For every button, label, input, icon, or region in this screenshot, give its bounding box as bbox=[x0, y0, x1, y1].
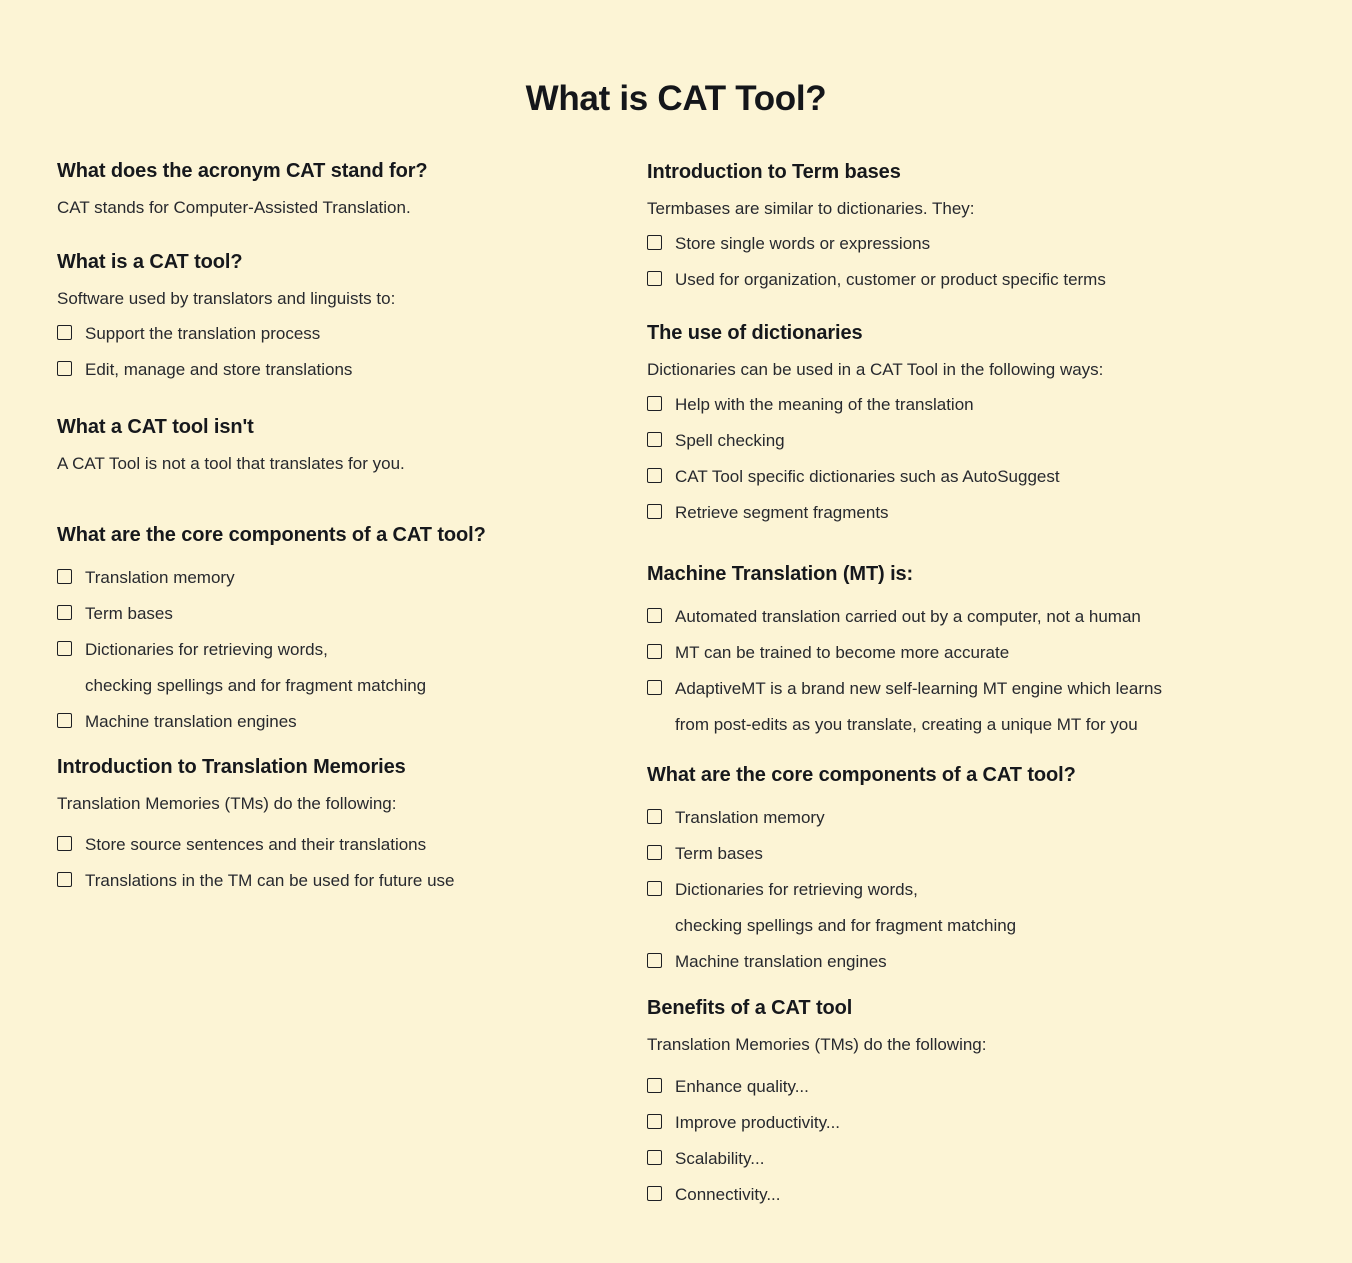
checklist-item bbox=[647, 1112, 1352, 1134]
checklist-item-label: Translations in the TM can be used for future use bbox=[85, 871, 455, 890]
checklist-item bbox=[647, 430, 1352, 452]
section-intro: Termbases are similar to dictionaries. They: bbox=[647, 199, 975, 218]
checklist-item-label: Machine translation engines bbox=[675, 952, 887, 971]
checklist-item-label: Spell checking bbox=[675, 431, 785, 450]
checkbox[interactable] bbox=[647, 809, 662, 824]
checklist-item-label: Edit, manage and store translations bbox=[85, 360, 353, 379]
checkbox[interactable] bbox=[57, 569, 72, 584]
checkbox[interactable] bbox=[647, 845, 662, 860]
checkbox[interactable] bbox=[647, 235, 662, 250]
checkbox[interactable] bbox=[647, 1114, 662, 1129]
checklist-item-label: Translation memory bbox=[675, 808, 825, 827]
checklist-item bbox=[57, 834, 642, 856]
section-intro: Translation Memories (TMs) do the following: bbox=[647, 1035, 987, 1054]
checkbox[interactable] bbox=[57, 325, 72, 340]
checklist-item-label: Store source sentences and their translations bbox=[85, 835, 427, 854]
checkbox[interactable] bbox=[647, 468, 662, 483]
checkbox[interactable] bbox=[57, 713, 72, 728]
section-heading: The use of dictionaries bbox=[647, 322, 863, 344]
checklist-item-label: Machine translation engines bbox=[85, 712, 297, 731]
section-intro: A CAT Tool is not a tool that translates for you. bbox=[57, 454, 405, 473]
section-intro: Software used by translators and linguists to: bbox=[57, 289, 396, 308]
checklist-item-continuation: checking spellings and for fragment matching bbox=[675, 916, 1017, 935]
checklist-item-label: Automated translation carried out by a computer, not a human bbox=[675, 607, 1141, 626]
section-heading: Machine Translation (MT) is: bbox=[647, 563, 914, 585]
checklist-item-label: Connectivity... bbox=[675, 1185, 781, 1204]
checkbox[interactable] bbox=[647, 680, 662, 695]
checklist-item-label: Term bases bbox=[85, 604, 173, 623]
checklist-item bbox=[647, 394, 1352, 416]
checklist-item bbox=[647, 269, 1352, 291]
section-core-components-right bbox=[647, 764, 1352, 987]
section-heading: What is a CAT tool? bbox=[57, 251, 243, 273]
section-heading: What are the core components of a CAT tool? bbox=[57, 524, 486, 546]
checklist-item bbox=[647, 678, 1352, 736]
checklist-item bbox=[57, 323, 642, 345]
checklist-item-label: Support the translation process bbox=[85, 324, 321, 343]
checklist-item bbox=[57, 870, 642, 892]
checklist-item bbox=[647, 466, 1352, 488]
checklist-item bbox=[57, 567, 642, 589]
checkbox[interactable] bbox=[647, 881, 662, 896]
checklist-item bbox=[647, 807, 1352, 829]
section-acronym bbox=[57, 160, 642, 232]
checkbox[interactable] bbox=[57, 641, 72, 656]
checklist-item-label: Dictionaries for retrieving words, bbox=[675, 880, 918, 899]
checkbox[interactable] bbox=[647, 432, 662, 447]
checklist-item-continuation: from post-edits as you translate, creating a unique MT for you bbox=[675, 715, 1138, 734]
checklist-item-label: Retrieve segment fragments bbox=[675, 503, 889, 522]
checkbox[interactable] bbox=[647, 1150, 662, 1165]
section-benefits bbox=[647, 997, 1352, 1220]
section-intro-term-bases bbox=[647, 161, 1352, 305]
checklist-item-label: Help with the meaning of the translation bbox=[675, 395, 974, 414]
checklist-item bbox=[647, 843, 1352, 865]
checkbox[interactable] bbox=[57, 872, 72, 887]
checklist-item bbox=[647, 233, 1352, 255]
checklist-item-label: MT can be trained to become more accurate bbox=[675, 643, 1010, 662]
checkbox[interactable] bbox=[647, 644, 662, 659]
checklist-item bbox=[57, 603, 642, 625]
checklist-item bbox=[647, 1076, 1352, 1098]
checklist-item-label: Improve productivity... bbox=[675, 1113, 841, 1132]
checklist-item bbox=[647, 879, 1352, 937]
checklist-item bbox=[57, 639, 642, 697]
checklist-item-label: Store single words or expressions bbox=[675, 234, 931, 253]
checkbox[interactable] bbox=[57, 836, 72, 851]
checklist-item bbox=[647, 951, 1352, 973]
checklist-item-label: Translation memory bbox=[85, 568, 235, 587]
section-intro-translation-memories bbox=[57, 756, 642, 906]
checklist-item-continuation: checking spellings and for fragment matching bbox=[85, 676, 427, 695]
section-machine-translation bbox=[647, 563, 1352, 750]
checklist-item bbox=[647, 1148, 1352, 1170]
section-heading: What a CAT tool isn't bbox=[57, 416, 254, 438]
checklist-item bbox=[647, 502, 1352, 524]
checklist-item-label: Term bases bbox=[675, 844, 763, 863]
section-use-of-dictionaries bbox=[647, 322, 1352, 538]
checklist-item bbox=[57, 711, 642, 733]
checkbox[interactable] bbox=[57, 605, 72, 620]
checklist-item bbox=[647, 1184, 1352, 1206]
section-heading: Benefits of a CAT tool bbox=[647, 997, 853, 1019]
checklist-item-label: CAT Tool specific dictionaries such as AutoSuggest bbox=[675, 467, 1060, 486]
checklist-item bbox=[647, 642, 1352, 664]
section-intro: Translation Memories (TMs) do the following: bbox=[57, 794, 397, 813]
checkbox[interactable] bbox=[647, 608, 662, 623]
section-heading: What are the core components of a CAT tool? bbox=[647, 764, 1076, 786]
section-core-components-left bbox=[57, 524, 642, 747]
checkbox[interactable] bbox=[647, 1186, 662, 1201]
checklist-item-label: Used for organization, customer or product specific terms bbox=[675, 270, 1106, 289]
checklist-item bbox=[647, 606, 1352, 628]
checklist-item-label: Enhance quality... bbox=[675, 1077, 809, 1096]
checklist-item-label: Dictionaries for retrieving words, bbox=[85, 640, 328, 659]
section-heading: What does the acronym CAT stand for? bbox=[57, 160, 428, 182]
section-heading: Introduction to Term bases bbox=[647, 161, 901, 183]
section-intro: Dictionaries can be used in a CAT Tool in the following ways: bbox=[647, 360, 1104, 379]
checklist-item bbox=[57, 359, 642, 381]
checkbox[interactable] bbox=[57, 361, 72, 376]
section-heading: Introduction to Translation Memories bbox=[57, 756, 406, 778]
page-title: What is CAT Tool? bbox=[525, 79, 827, 119]
checkbox[interactable] bbox=[647, 953, 662, 968]
checkbox[interactable] bbox=[647, 504, 662, 519]
checklist-item-label: Scalability... bbox=[675, 1149, 765, 1168]
section-intro: CAT stands for Computer-Assisted Translation. bbox=[57, 198, 411, 217]
checkbox[interactable] bbox=[647, 1078, 662, 1093]
section-what-is-cat-tool bbox=[57, 251, 642, 395]
checklist-item-label: AdaptiveMT is a brand new self-learning MT engine which learns bbox=[675, 679, 1162, 698]
section-what-cat-tool-isnt bbox=[57, 416, 642, 488]
checkbox[interactable] bbox=[647, 396, 662, 411]
checkbox[interactable] bbox=[647, 271, 662, 286]
